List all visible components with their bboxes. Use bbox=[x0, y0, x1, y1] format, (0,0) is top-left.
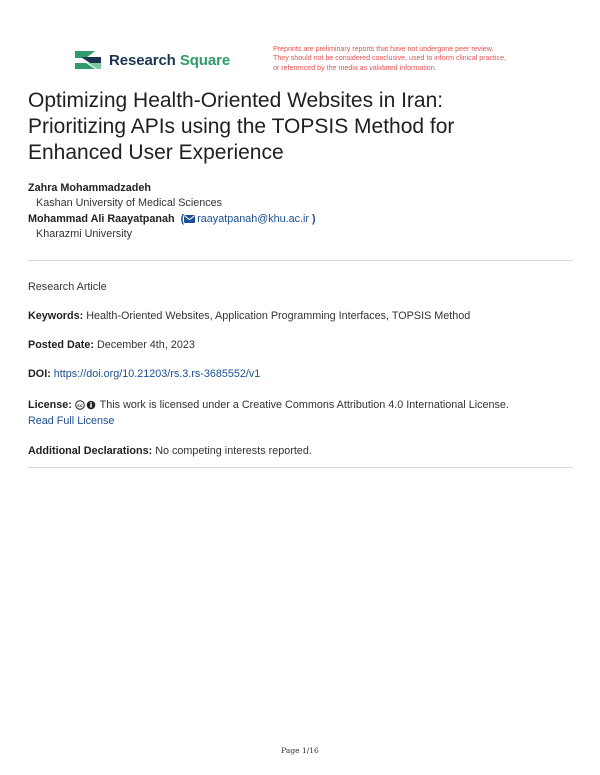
keywords-label: Keywords: bbox=[28, 310, 84, 322]
author-affiliation: Kashan University of Medical Sciences bbox=[36, 197, 223, 209]
header bbox=[73, 47, 543, 75]
doi bbox=[28, 367, 573, 381]
divider bbox=[28, 260, 573, 261]
posted-date-value: December 4th, 2023 bbox=[97, 339, 195, 351]
preprint-disclaimer bbox=[273, 45, 543, 73]
disclaimer-line: or referenced by the media as validated information. bbox=[273, 63, 437, 72]
posted-date-label: Posted Date: bbox=[28, 339, 94, 351]
additional-declarations bbox=[28, 444, 573, 458]
creative-commons-icon bbox=[75, 400, 97, 410]
keywords-value: Health-Oriented Websites, Application Programming Interfaces, TOPSIS Method bbox=[86, 310, 471, 322]
author-affiliation: Kharazmi University bbox=[36, 228, 132, 240]
research-square-logo-icon bbox=[73, 49, 103, 71]
author-name: Zahra Mohammadzadeh bbox=[28, 182, 151, 194]
disclaimer-line: They should not be considered conclusive, used to inform clinical practice, bbox=[273, 54, 507, 63]
title-line: Optimizing Health-Oriented Websites in Iran: bbox=[28, 89, 444, 112]
declarations-label: Additional Declarations: bbox=[28, 445, 153, 457]
license bbox=[28, 397, 573, 429]
author-name: Mohammad Ali Raayatpanah bbox=[28, 213, 175, 225]
author-email-link[interactable] bbox=[184, 213, 309, 225]
article-type: Research Article bbox=[28, 281, 107, 293]
svg-text:cc: cc bbox=[77, 404, 83, 409]
corresponding-author: Mohammad Ali Raayatpanah ( raayatpanah@khu.ac.ir ) bbox=[28, 213, 316, 225]
envelope-icon bbox=[184, 215, 195, 223]
read-full-license-link[interactable]: Read Full License bbox=[28, 415, 115, 427]
license-label: License: bbox=[28, 399, 72, 411]
declarations-value: No competing interests reported. bbox=[155, 445, 312, 457]
doi-label: DOI: bbox=[28, 368, 51, 380]
logo-word-research: Research bbox=[109, 51, 176, 69]
disclaimer-line: Preprints are preliminary reports that have not undergone peer review. bbox=[273, 45, 494, 53]
author-list bbox=[28, 181, 573, 243]
logo-text bbox=[109, 52, 230, 69]
keywords bbox=[28, 309, 573, 323]
logo-word-square: Square bbox=[179, 51, 231, 69]
doi-link[interactable]: https://doi.org/10.21203/rs.3.rs-3685552/v1 bbox=[53, 368, 261, 380]
page-number: Page 1/16 bbox=[281, 746, 319, 755]
author-email: raayatpanah@khu.ac.ir bbox=[197, 213, 309, 225]
paper-title bbox=[28, 88, 573, 166]
divider bbox=[28, 467, 573, 468]
title-line: Prioritizing APIs using the TOPSIS Method for bbox=[28, 115, 455, 138]
title-line: Enhanced User Experience bbox=[28, 141, 284, 164]
license-text: This work is licensed under a Creative Commons Attribution 4.0 International License. bbox=[99, 399, 509, 411]
posted-date bbox=[28, 338, 573, 352]
research-square-logo[interactable] bbox=[73, 49, 230, 71]
